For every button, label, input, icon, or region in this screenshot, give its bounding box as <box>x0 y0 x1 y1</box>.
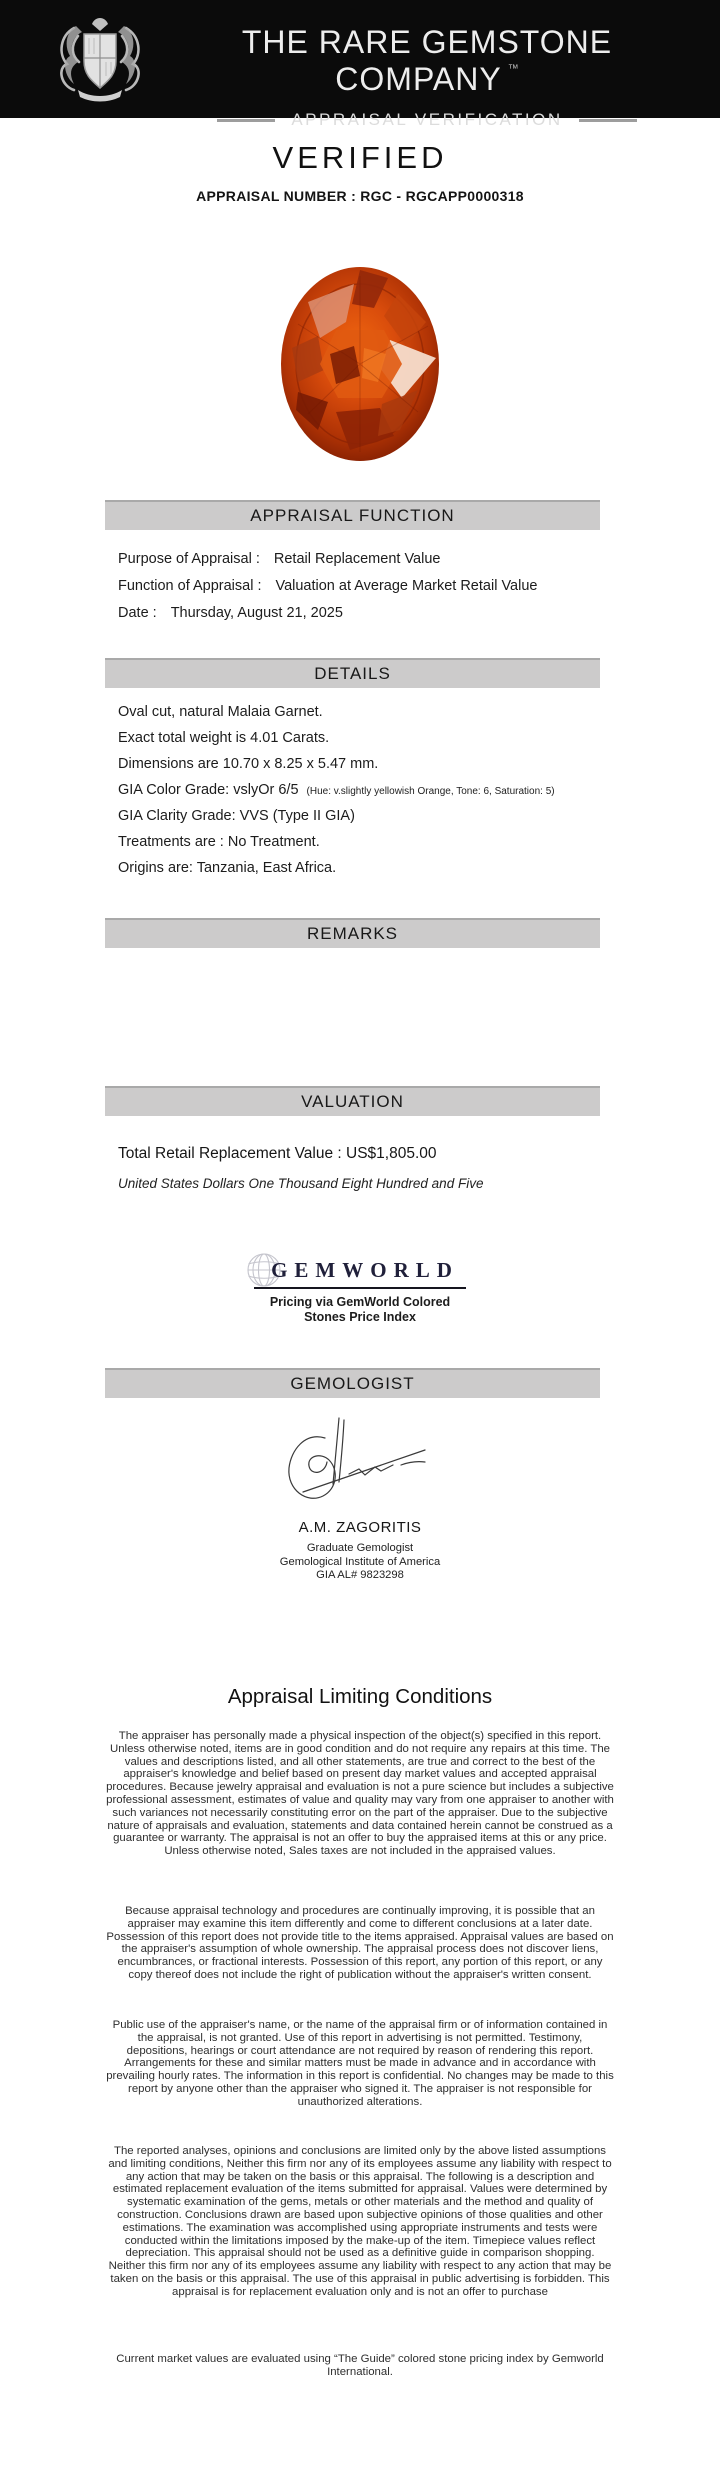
detail-text: Oval cut, natural Malaia Garnet. <box>118 704 323 720</box>
date-value: Thursday, August 21, 2025 <box>170 605 343 621</box>
function-row <box>118 578 537 594</box>
limiting-conditions-paragraph: The appraiser has personally made a physical inspection of the object(s) specified in this report. Unless otherwise noted, items are in good condition and do not require any repairs at this time. The values and descriptions listed, and all other statements, are true and correct to the best of the appraiser's knowledge and belief based on present day market values and accepted appraisal procedures. Because jewelry appraisal and evaluation is not a pure science but includes a subjective professional assessment, estimates of value and quality may vary from one appraiser to another with such variances not necessarily constituting error on the part of the appraiser. Due to the subjective nature of appraisals and evaluation, statements and data contained herein cannot be construed as a guarantee or warranty. The appraisal is not an offer to buy the appraised items at this or any price. Unless otherwise noted, Sales taxes are not included in the appraised values. <box>106 1730 614 1858</box>
gemologist-credential-1: Graduate Gemologist <box>306 1542 414 1554</box>
appraisal-number: APPRAISAL NUMBER : RGC - RGCAPP0000318 <box>196 188 524 204</box>
company-name-line <box>150 24 704 98</box>
details-lines <box>118 704 555 886</box>
purpose-label: Purpose of Appraisal : <box>118 551 260 567</box>
detail-treatments-line <box>118 834 555 850</box>
company-name: THE RARE GEMSTONE COMPANY <box>241 24 613 97</box>
gemologist-signature <box>0 1412 720 1522</box>
appraisal-function-rows <box>118 551 537 632</box>
gemworld-caption-line2: Stones Price Index <box>304 1310 416 1324</box>
detail-text: Treatments are : No Treatment. <box>118 834 320 850</box>
header-subtitle: APPRAISAL VERIFICATION <box>291 110 563 129</box>
valuation-total: Total Retail Replacement Value : US$1,805.00 <box>118 1145 437 1162</box>
header-subtitle-row <box>150 110 704 130</box>
header-bar <box>0 0 720 129</box>
trademark-symbol: ™ <box>507 63 519 75</box>
function-value: Valuation at Average Market Retail Value <box>275 578 538 594</box>
gemworld-pricing-logo <box>0 1258 720 1325</box>
gemworld-wordmark-block <box>261 1258 459 1283</box>
date-label: Date : <box>118 605 157 621</box>
detail-clarity-grade-line <box>118 808 555 824</box>
gemologist-credentials <box>0 1542 720 1583</box>
company-crest-icon <box>52 12 148 106</box>
section-header-remarks: REMARKS <box>105 918 600 948</box>
limiting-conditions-heading: Appraisal Limiting Conditions <box>227 1685 493 1708</box>
subtitle-dash-left <box>217 119 275 122</box>
section-header-gemologist: GEMOLOGIST <box>105 1368 600 1398</box>
detail-text: Origins are: Tanzania, East Africa. <box>118 860 337 876</box>
function-label: Function of Appraisal : <box>118 578 262 594</box>
detail-weight-line <box>118 730 555 746</box>
market-values-footnote: Current market values are evaluated using “The Guide” colored stone pricing index by Gemworld International. <box>116 2353 604 2378</box>
limiting-conditions-paragraph: Because appraisal technology and procedures are continually improving, it is possible that an appraiser may examine this item differently and come to different conclusions at a later date. Possession of this report does not provide title to the items appraised. Appraisal values are based on the appraiser's assumption of whole ownership. The appraisal process does not discover liens, encumbrances, or fractional interests. Possession of this report, any portion of this report, or any copy thereof does not include the right of publication without the appraiser's written consent. <box>106 1905 614 1981</box>
section-header-valuation: VALUATION <box>105 1086 600 1116</box>
date-row <box>118 605 537 621</box>
valuation-in-words: United States Dollars One Thousand Eight Hundred and Five <box>118 1176 484 1191</box>
header-text <box>150 24 704 130</box>
limiting-conditions-paragraph: The reported analyses, opinions and conclusions are limited only by the above listed assumptions and limiting conditions, Neither this firm nor any of its employees assume any liability with respect to any action that may be taken on the basis or this appraisal. The following is a description and estimated replacement evaluation of the items submitted for appraisal. Values were determined by systematic examination of the gems, metals or other materials and the method and quality of construction. Conclusions drawn are based upon subjective opinions of those qualities and other estimations. The examination was accomplished using appropriate instruments and tests were conducted within the limitations imposed by the make-up of the item. Timepiece values reflect depreciation. This appraisal should not be used as a definitive guide in comparison shopping. Neither this firm nor any of its employees assume any liability with respect to any action that may be taken on the basis or this appraisal. The use of this appraisal in public advertising is forbidden. This appraisal is for replacement evaluation only and is not an offer to purchase <box>108 2145 612 2298</box>
verified-status: VERIFIED <box>272 140 448 175</box>
detail-dimensions-line <box>118 756 555 772</box>
detail-origins-line <box>118 860 555 876</box>
detail-text: GIA Clarity Grade: VVS (Type II GIA) <box>118 808 355 824</box>
gemologist-credential-3: GIA AL# 9823298 <box>316 1569 404 1582</box>
detail-text: Dimensions are 10.70 x 8.25 x 5.47 mm. <box>118 756 379 772</box>
color-grade-note: (Hue: v.slightly yellowish Orange, Tone: 6, Saturation: 5) <box>306 786 555 797</box>
purpose-value: Retail Replacement Value <box>273 551 441 567</box>
signature-icon <box>273 1412 448 1517</box>
gemworld-caption-line1: Pricing via GemWorld Colored <box>269 1295 451 1309</box>
gemologist-name: A.M. ZAGORITIS <box>298 1519 422 1536</box>
oval-garnet-gem-image <box>278 264 442 464</box>
detail-cut-line <box>118 704 555 720</box>
subtitle-dash-right <box>579 119 637 122</box>
gemstone-photo <box>0 264 720 469</box>
section-header-details: DETAILS <box>105 658 600 688</box>
gemworld-caption <box>0 1295 720 1325</box>
section-header-appraisal-function: APPRAISAL FUNCTION <box>105 500 600 530</box>
detail-text: GIA Color Grade: vslyOr 6/5 <box>118 782 299 798</box>
detail-color-grade-line <box>118 782 555 798</box>
purpose-row <box>118 551 537 567</box>
gemworld-wordmark: GEMWORLD <box>271 1258 459 1282</box>
limiting-conditions-paragraph: Public use of the appraiser's name, or the name of the appraisal firm or of information contained in the appraisal, is not granted. Use of this report in advertising is not permitted. Testimony, depositions, hearings or court attendance are not required by reason of rendering this report. Arrangements for these and similar matters must be made in advance and in accordance with prevailing hourly rates. The information in this report is confidential. No changes may be made to this report by anyone other than the appraiser who signed it. The appraiser is not responsible for unauthorized alterations. <box>106 2019 614 2108</box>
detail-text: Exact total weight is 4.01 Carats. <box>118 730 330 746</box>
gemologist-credential-2: Gemological Institute of America <box>279 1555 441 1568</box>
